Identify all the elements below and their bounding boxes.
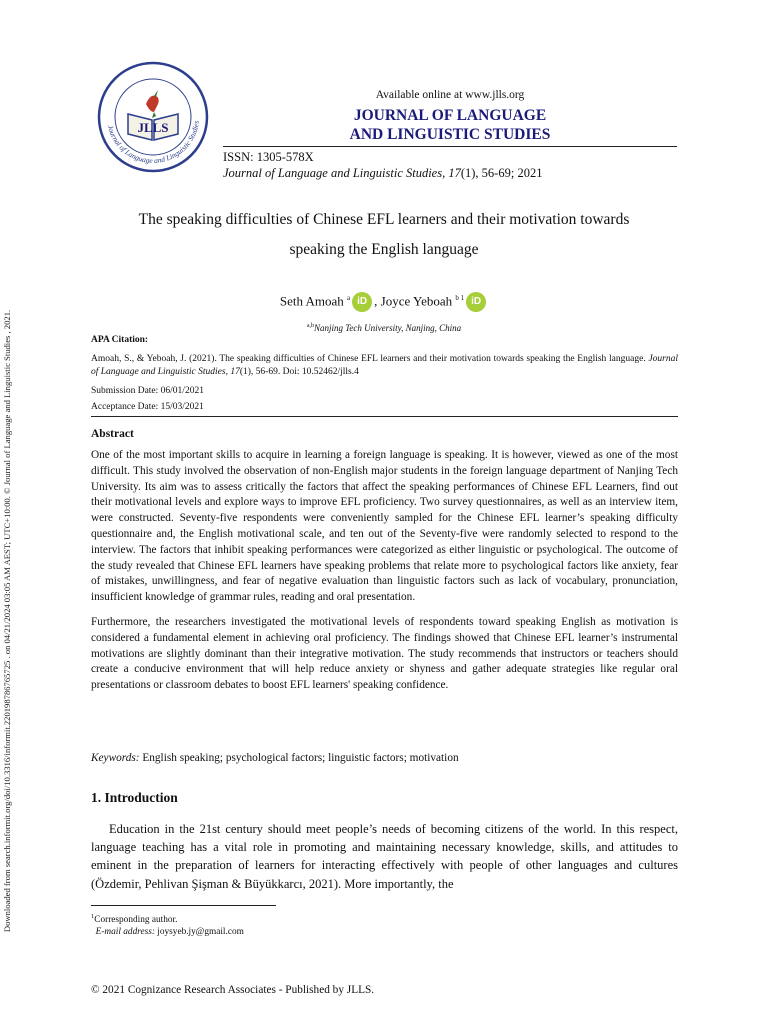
- journal-name: [223, 106, 677, 144]
- keywords-label: Keywords:: [91, 752, 140, 764]
- download-notice-vertical: [2, 262, 14, 982]
- author-affil-marker: a: [347, 294, 351, 302]
- abstract-heading: Abstract: [91, 428, 134, 440]
- affiliation: [150, 323, 618, 333]
- logo-text: JLLS: [137, 120, 169, 135]
- available-online: Available online at www.jlls.org: [375, 89, 525, 101]
- affiliation-text: Nanjing Tech University, Nanjing, China: [313, 323, 462, 333]
- article-title-line2: speaking the English language: [289, 241, 479, 258]
- author-name: Joyce Yeboah: [380, 293, 453, 309]
- journal-logo: [96, 60, 210, 174]
- apa-citation-label: APA Citation:: [91, 335, 149, 345]
- journal-citation: [223, 166, 542, 181]
- journal-citation-issue: (1), 56-69; 2021: [460, 166, 543, 180]
- section-heading-introduction: 1. Introduction: [91, 790, 178, 805]
- author-name: Seth Amoah: [279, 293, 344, 309]
- journal-citation-title: Journal of Language and Linguistic Studies, 17: [223, 166, 461, 180]
- download-notice-text: Downloaded from search.informit.org/doi/10.3316/informit.220198786765725 . on 04/21/2024 03:05 AM AEST; UTC+10:00. © Journal of Language and Linguistic Studies , 2021.: [2, 309, 12, 933]
- introduction-body: [91, 820, 678, 893]
- acceptance-date: Acceptance Date: 15/03/2021: [91, 402, 204, 412]
- footnote-corresponding: Corresponding author.: [94, 915, 178, 926]
- header-divider: [223, 146, 677, 147]
- abstract-paragraph: One of the most important skills to acquire in learning a foreign language is speaking. It is however, viewed as one of the most difficult. This study involved the observation of non-English major students in the foreign language department of Nanjing Tech University. Its aim was to assess critically the factors that affect the speaking performances of Chinese EFL Learners, find out their motivational levels and explore ways to improve EFL proficiency. Two survey questionnaires, as well as an interview item, were constructed. Seventy-five respondents were conveniently sampled for the Chinese EFL learner’s speaking difficulty questionnaire and, the English motivational scale, and ten out of the Seventy-five were randomly selected to respond to the interview. The factors that inhibit speaking performances were categorized as either linguistic or psychological. The outcome of the study revealed that Chinese EFL learners have speaking problems that relate more to psychological factors like anxiety, fear of mistakes, unwillingness, and fear of negative evaluation than linguistic factors such as lack of vocabulary, pronunciation, insufficient knowledge of grammar rules, reading and oral presentation.: [91, 449, 678, 604]
- abstract-body: [91, 448, 678, 703]
- journal-name-line1: JOURNAL OF LANGUAGE: [353, 107, 547, 124]
- footnote-email[interactable]: joysyeb.jy@gmail.com: [157, 927, 244, 938]
- orcid-icon[interactable]: iD: [352, 292, 372, 312]
- author-list: Seth Amoah $^a$ iD , Joyce Yeboah $^{b 1}$ iD: [150, 288, 618, 312]
- journal-name-line2: AND LINGUISTIC STUDIES: [349, 126, 551, 143]
- affiliation-marker: a,b: [306, 323, 314, 329]
- submission-date: Submission Date: 06/01/2021: [91, 386, 204, 396]
- article-title-line1: The speaking difficulties of Chinese EFL learners and their motivation towards: [138, 211, 630, 228]
- footnote-email-label: E-mail address:: [95, 927, 155, 938]
- keywords-list: English speaking; psychological factors; linguistic factors; motivation: [142, 752, 459, 764]
- apa-citation: [91, 353, 678, 379]
- abstract-paragraph: Furthermore, the researchers investigated the motivational levels of respondents toward speaking English as motivation is considered a fundamental element in achieving oral proficiency. The findings showed that Chinese EFL learner’s instrumental motivations are slightly dominant than their integrative motivation. The study recommends that instructors or teachers should create a conducive environment that will help reduce anxiety or shyness and gather adequate strategies like regular oral presentations or classroom debates to boost EFL learners' speaking confidence.: [91, 615, 678, 692]
- article-dates: [91, 383, 204, 415]
- introduction-paragraph: Education in the 21st century should meet people’s needs of becoming citizens of the world. In this respect, language teaching has a vital role in promoting and maintaining necessary knowledge, skills, and attitudes to eminent in the preparation of learners for interacting effectively with people of other languages and cultures (Özdemir, Pehlivan Şişman & Büyükkarcı, 2021). More importantly, the: [91, 822, 678, 891]
- author-affil-marker: b 1: [455, 294, 465, 302]
- footnote: [91, 911, 244, 938]
- keywords: [91, 752, 678, 764]
- abstract-divider: [91, 416, 678, 417]
- apa-citation-doi: (1), 56-69. Doi: 10.52462/jlls.4: [239, 367, 359, 377]
- footnote-marker: 1: [91, 913, 95, 920]
- apa-citation-text: Amoah, S., & Yeboah, J. (2021). The speaking difficulties of Chinese EFL learners and their motivation towards speaking the English language.: [91, 354, 646, 364]
- issn: ISSN: 1305-578X: [223, 150, 314, 164]
- jlls-logo-icon: [96, 60, 210, 174]
- article-title: [60, 205, 708, 265]
- logo-ring-text: Journal of Language and Linguistic Studies: [105, 120, 201, 166]
- footnote-divider: [91, 905, 276, 906]
- copyright-footer: © 2021 Cognizance Research Associates - Published by JLLS.: [91, 984, 375, 996]
- orcid-icon[interactable]: iD: [466, 292, 486, 312]
- apa-citation-journal: Journal of Language and Linguistic Studies, 17: [91, 354, 678, 377]
